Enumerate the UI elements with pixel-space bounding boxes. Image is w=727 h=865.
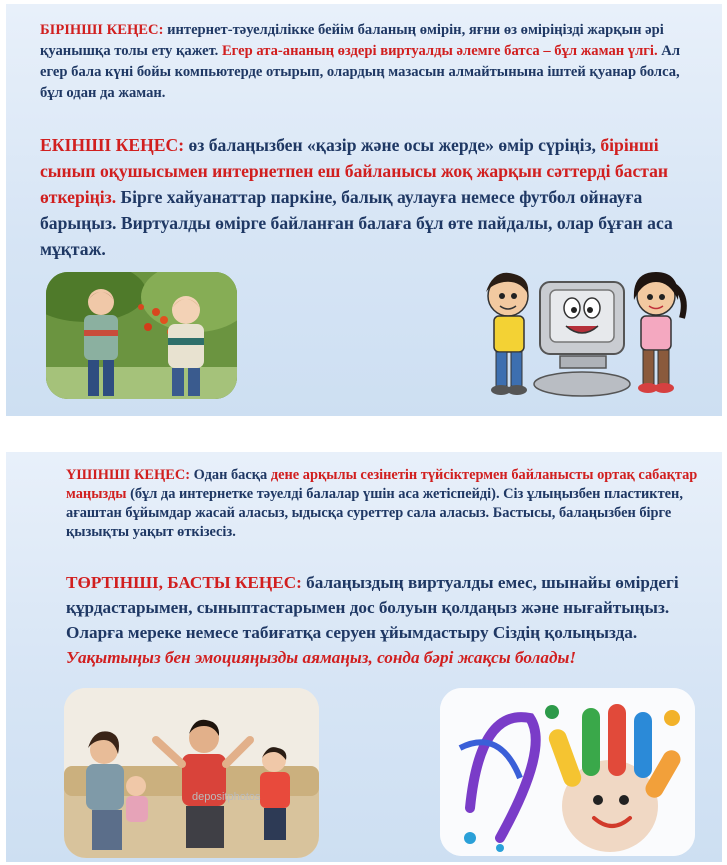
kids-computer-cartoon (474, 266, 690, 406)
family-illustration (64, 688, 319, 858)
tip-two-paragraph (40, 132, 700, 262)
tip-one-highlight: Егер ата-ананың өздері виртуалды әлемге батса – бұл жаман үлгі. (221, 43, 658, 59)
painted-hand-photo (440, 688, 695, 856)
tip-one-text: интернет-тәуелділікке бейім баланың өмірін, яғни өз өміріңізді жарқын әрі қуанышқа толы ету қажет. (40, 22, 664, 59)
tips-panel-bottom (6, 452, 722, 862)
tip-three-text: Одан басқа (190, 467, 271, 483)
tip-three-paragraph (66, 466, 706, 542)
tip-four-heading: ТӨРТІНШІ, БАСТЫ КЕҢЕС: (66, 573, 302, 592)
cartoon-illustration (474, 266, 690, 406)
family-sofa-photo (64, 688, 319, 858)
tip-two-highlight: бірінші сынып оқушысымен интернетпен еш байланысы жоқ жарқын сәттерді бастан өткеріңіз. (40, 135, 669, 207)
tip-four-text: балаңыздың виртуалды емес, шынайы өмірдегі құрдастарымен, сыныптастарымен дос болуын қолдаңыз және нығайтыңыз. Оларға мереке немесе табиғатқа серуен ұйымдастыру Сіздің қолыңызда. (66, 573, 679, 642)
tip-two-text: өз балаңызбен «қазір және осы жерде» өмір сүріңіз, (184, 135, 601, 155)
tip-three-text-end: (бұл да интернетке тәуелді балалар үшін аса жетіспейді). Сіз ұлыңызбен пластиктен, ағаштан бұйымдар жасай аласыз, ыдысқа суреттер сала аласыз. Бастысы, балаңызбен бірге қызықты уақыт өткізесіз. (66, 486, 683, 540)
tip-four-paragraph (66, 570, 706, 670)
tip-two-text-end: Бірге хайуанаттар паркіне, балық аулауға немесе футбол ойнауға барыңыз. Виртуалды өмірге байланған балаға бұл өте пайдалы, олар бұған аса мұқтаж. (40, 187, 673, 259)
tip-two-heading: ЕКІНШІ КЕҢЕС: (40, 135, 185, 155)
tips-panel-top (6, 4, 722, 416)
tip-three-highlight: дене арқылы сезінетін түйсіктермен байланысты ортақ сабақтар маңызды (66, 467, 698, 502)
tip-three-heading: ҮШІНШІ КЕҢЕС: (66, 467, 190, 483)
tip-one-paragraph (40, 20, 695, 104)
boys-outdoor-illustration (46, 272, 237, 399)
boys-outdoor-photo (46, 272, 237, 399)
tip-four-highlight: Уақытыңыз бен эмоцияңызды аямаңыз, сонда бәрі жақсы болады! (66, 648, 577, 667)
tip-one-heading: БІРІНШІ КЕҢЕС: (40, 22, 164, 38)
painted-hand-illustration (440, 688, 695, 856)
tip-one-text-end: Ал егер бала күні бойы компьютерде отырып, олардың мазасын алмайтынына іштей қуанар болса, бұл одан да жаман. (40, 43, 681, 101)
watermark: depositphotos (192, 791, 261, 803)
